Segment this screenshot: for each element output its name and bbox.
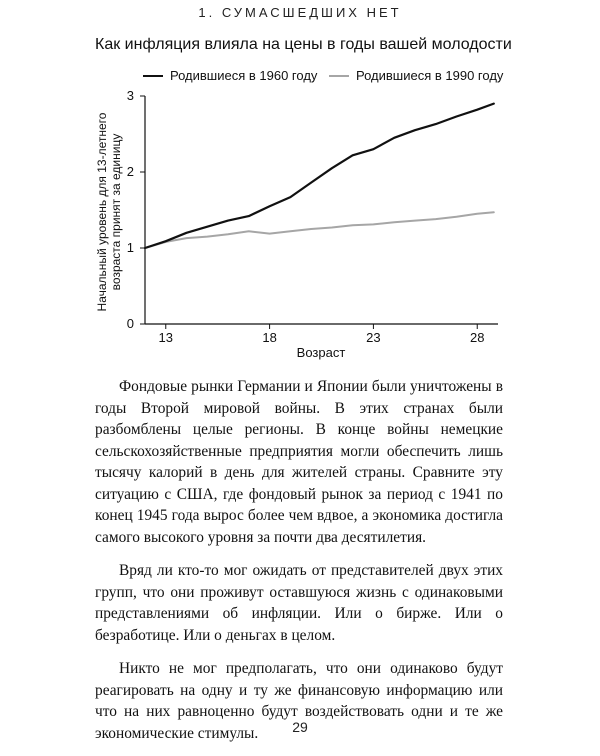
y-tick-label: 2 [126,164,134,179]
y-tick-label: 0 [126,316,134,331]
series-line-1960 [145,104,494,248]
y-tick-label: 1 [126,240,134,255]
page-number: 29 [292,719,308,735]
body-text [95,376,503,756]
paragraph: Вряд ли кто-то мог ожидать от представителей двух этих групп, что они проживут оставшуюся жизнь с одинаковыми представлениями об инфляции. Или о бирже. Или о безработице. Или о деньгах в целом. [95,562,503,644]
y-axis-label-line-1: Начальный уровень для 13-летнего [95,112,109,312]
legend-label-1960: Родившиеся в 1960 году [170,68,318,83]
x-tick-label: 13 [158,330,173,345]
paragraph: Никто не мог предполагать, что они одинаково будут реагировать на одну и ту же финансовую информацию или что на них равноценно будут воздействовать одни и те же экономические стимулы. [95,660,503,742]
x-axis-label: Возраст [296,345,346,360]
running-header: 1. СУМАСШЕДШИХ НЕТ [198,5,402,20]
y-axis-label-line-2: возраста принят за единицу [109,133,123,291]
x-tick-label: 18 [262,330,277,345]
chart-title: Как инфляция влияла на цены в годы вашей молодости [95,36,512,53]
y-axis-label [95,112,123,311]
y-tick-label: 3 [126,88,134,103]
inflation-chart [0,0,600,370]
x-tick-label: 23 [366,330,381,345]
legend-label-1990: Родившиеся в 1990 году [356,68,504,83]
x-tick-label: 28 [470,330,485,345]
paragraph: Фондовые рынки Германии и Японии были уничтожены в годы Второй мировой войны. В этих странах были разбомблены целые регионы. В конце войны немецкие сельскохозяйственные предприятия могли обеспечить лишь тысячу калорий в день для жителей страны. Сравните эту ситуацию с США, где фондовый рынок за период с 1941 по конец 1945 года вырос более чем вдвое, а экономика достигла самого высокого уровня за почти два десятилетия. [95,378,503,546]
